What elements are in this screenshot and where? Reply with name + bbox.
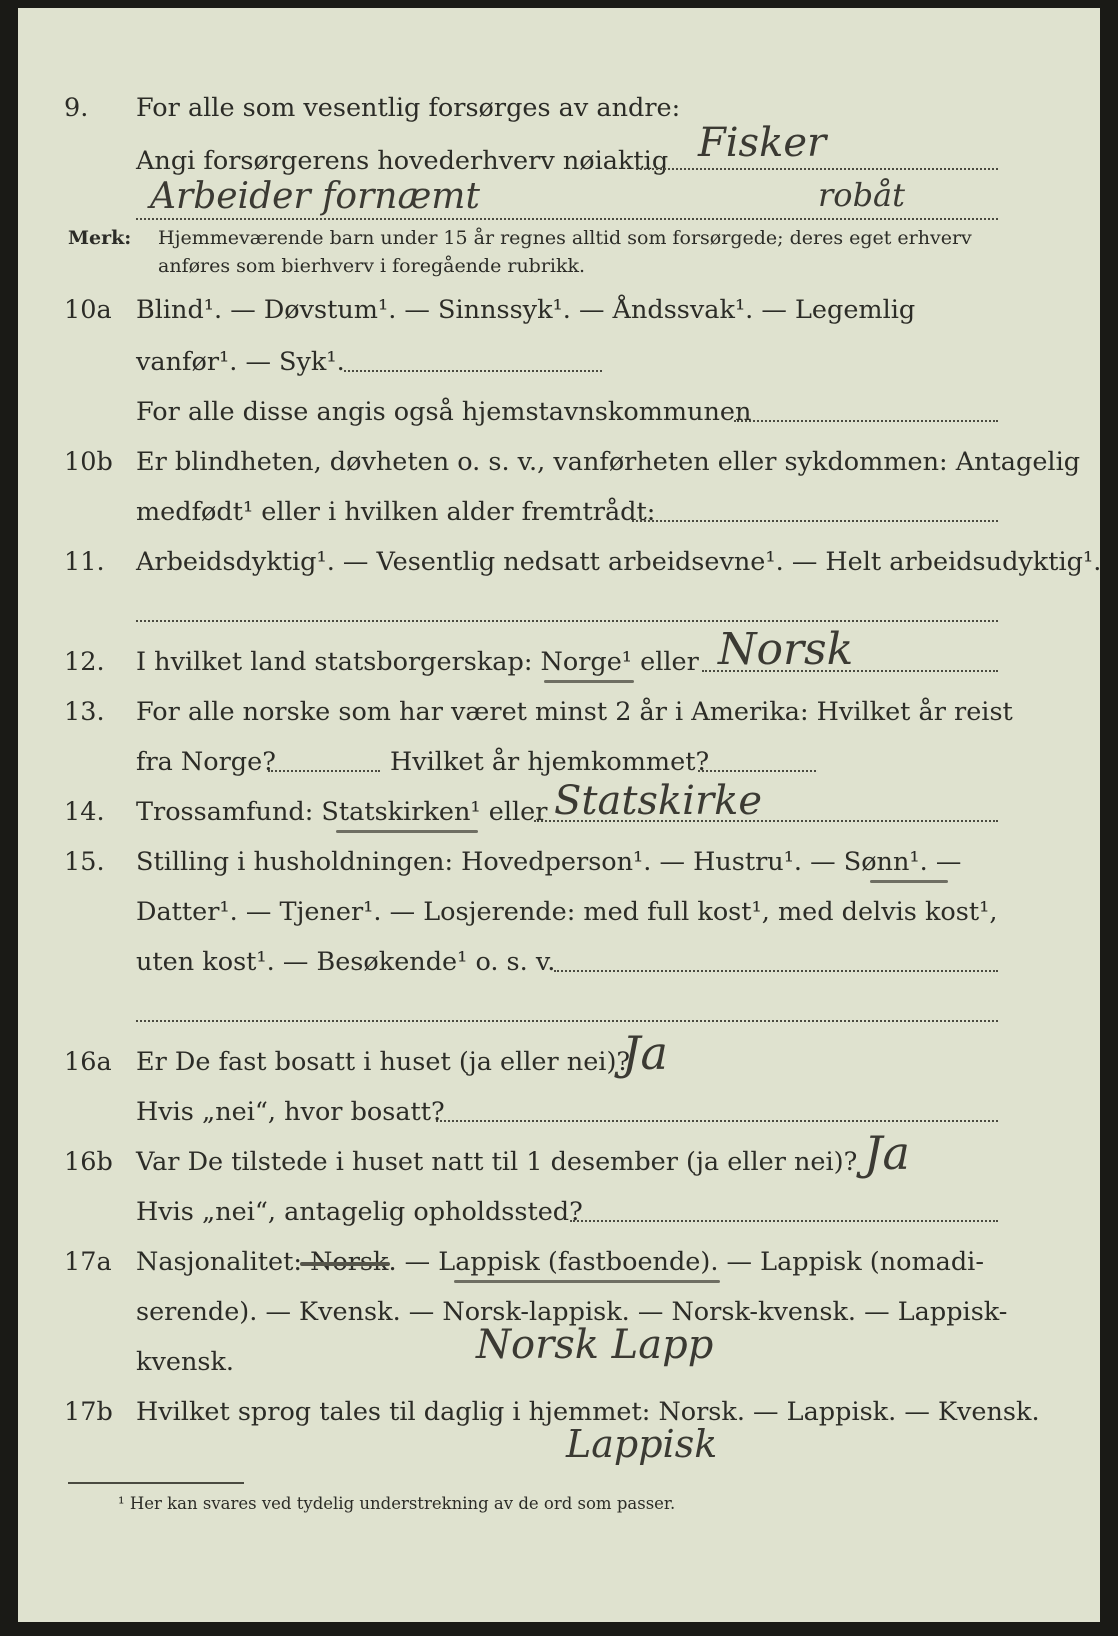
question-text: For alle disse angis også hjemstavnskommunen [136, 397, 752, 427]
note-label: Merk: [68, 227, 132, 249]
answer-line [136, 1020, 998, 1022]
question-text: Var De tilstede i huset natt til 1 desember (ja eller nei)? [136, 1147, 858, 1177]
footnote-divider [68, 1482, 244, 1484]
note-text: Hjemmeværende barn under 15 år regnes alltid som forsørgede; deres eget erhverv [158, 227, 972, 249]
handwritten-answer: Arbeider fornæmt [150, 176, 480, 217]
answer-line [136, 620, 998, 622]
question-text: Hvis „nei“, hvor bosatt? [136, 1097, 445, 1127]
underline-mark [336, 830, 478, 833]
handwritten-answer: Fisker [698, 120, 827, 166]
question-text: serende). — Kvensk. — Norsk-lappisk. — Norsk-kvensk. — Lappisk- [136, 1297, 1008, 1327]
handwritten-answer: Ja [622, 1026, 668, 1080]
answer-line [632, 520, 998, 522]
question-text: uten kost¹. — Besøkende¹ o. s. v. [136, 947, 556, 977]
answer-line [268, 770, 380, 772]
strikethrough-mark [300, 1262, 390, 1266]
question-number: 13. [64, 697, 105, 727]
handwritten-answer: Statskirke [554, 778, 762, 824]
handwritten-answer: Ja [864, 1126, 910, 1180]
question-text: Er De fast bosatt i huset (ja eller nei)? [136, 1047, 631, 1077]
question-number: 11. [64, 547, 105, 577]
question-text: medfødt¹ eller i hvilken alder fremtrådt: [136, 497, 656, 527]
question-text: Datter¹. — Tjener¹. — Losjerende: med full kost¹, med delvis kost¹, [136, 897, 998, 927]
question-text: Stilling i husholdningen: Hovedperson¹. — Hustru¹. — Sønn¹. — [136, 847, 962, 877]
question-number: 10b [64, 447, 113, 477]
question-number: 15. [64, 847, 105, 877]
question-number: 14. [64, 797, 105, 827]
question-number: 9. [64, 93, 89, 123]
question-text: Hvilket år hjemkommet? [390, 747, 710, 777]
question-text: Er blindheten, døvheten o. s. v., vanførheten eller sykdommen: Antagelig [136, 447, 1081, 477]
question-text: Hvis „nei“, antagelig opholdssted? [136, 1197, 583, 1227]
question-text: Hvilket sprog tales til daglig i hjemmet: Norsk. — Lappisk. — Kvensk. [136, 1397, 1040, 1427]
underline-mark [870, 880, 948, 883]
question-text: I hvilket land statsborgerskap: Norge¹ eller [136, 647, 699, 677]
question-number: 12. [64, 647, 105, 677]
question-number: 17b [64, 1397, 113, 1427]
footnote: ¹ Her kan svares ved tydelig understrekning av de ord som passer. [118, 1494, 676, 1513]
question-text: Trossamfund: Statskirken¹ eller [136, 797, 548, 827]
answer-line [436, 1120, 998, 1122]
question-text: For alle som vesentlig forsørges av andre: [136, 93, 681, 123]
handwritten-answer: robåt [818, 176, 905, 214]
question-number: 10a [64, 295, 112, 325]
answer-line [136, 218, 998, 220]
underline-mark [544, 680, 634, 683]
question-text: vanfør¹. — Syk¹. [136, 347, 345, 377]
answer-line [344, 370, 602, 372]
question-text: Nasjonalitet: Norsk. — Lappisk (fastboende). — Lappisk (nomadi- [136, 1247, 984, 1277]
handwritten-answer: Lappisk [566, 1422, 718, 1466]
answer-line [702, 670, 998, 672]
question-text: Angi forsørgerens hovederhverv nøiaktig [136, 146, 669, 176]
question-number: 17a [64, 1247, 112, 1277]
answer-line [698, 770, 816, 772]
question-text: Blind¹. — Døvstum¹. — Sinnssyk¹. — Åndssvak¹. — Legemlig [136, 295, 916, 325]
underline-mark [454, 1280, 720, 1283]
question-number: 16b [64, 1147, 113, 1177]
question-number: 16a [64, 1047, 112, 1077]
answer-line [636, 168, 998, 170]
question-text: For alle norske som har været minst 2 år i Amerika: Hvilket år reist [136, 697, 1013, 727]
answer-line [534, 820, 998, 822]
note-text: anføres som bierhverv i foregående rubrikk. [158, 255, 586, 277]
handwritten-answer: Norsk [718, 624, 854, 675]
answer-line [734, 420, 998, 422]
census-form-page [18, 8, 1100, 1622]
question-text: fra Norge? [136, 747, 276, 777]
answer-line [570, 1220, 998, 1222]
question-text: kvensk. [136, 1347, 235, 1377]
handwritten-answer: Norsk Lapp [476, 1322, 714, 1368]
answer-line [554, 970, 998, 972]
question-text: Arbeidsdyktig¹. — Vesentlig nedsatt arbeidsevne¹. — Helt arbeidsudyktig¹. [136, 547, 1102, 577]
